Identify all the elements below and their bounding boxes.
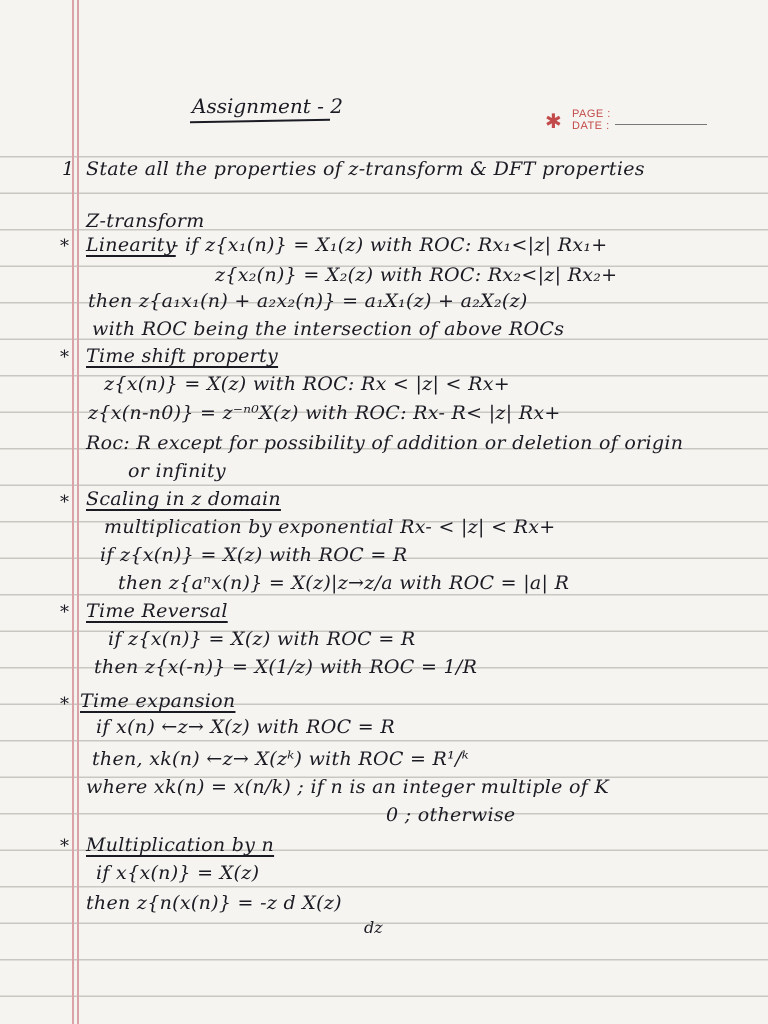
multiplication-line-2: then z{n(x(n)} = -z d X(z) (86, 892, 342, 914)
scaling-heading: Scaling in z domain (86, 488, 281, 510)
time-expansion-line-1: if x(n) ←z→ X(z) with ROC = R (96, 716, 395, 738)
scaling-line-3: then z{aⁿx(n)} = X(z)|z→z/a with ROC = |a| R (118, 572, 570, 594)
page-date-box (572, 108, 611, 132)
time-shift-heading: Time shift property (86, 345, 279, 367)
multiplication-heading: Multiplication by n (86, 834, 275, 856)
time-reversal-line-2: then z{x(-n)} = X(1/z) with ROC = 1/R (94, 656, 478, 678)
scaling-line-1: multiplication by exponential Rx- < |z| < Rx+ (104, 516, 556, 538)
bullet-time-reversal: * (60, 602, 69, 623)
question-text: State all the properties of z-transform & DFT properties (86, 158, 645, 180)
bullet-linearity: * (60, 236, 69, 257)
multiplication-line-1: if x{x(n)} = X(z) (96, 862, 260, 884)
star-icon: ✱ (545, 109, 562, 133)
time-shift-line-3: Roc: R except for possibility of addition or deletion of origin (86, 432, 684, 454)
top-band (0, 0, 768, 120)
time-expansion-line-4: 0 ; otherwise (386, 804, 516, 826)
section-title: Z-transform (86, 210, 205, 232)
time-expansion-line-3: where xk(n) = x(n/k) ; if n is an integer multiple of K (86, 776, 609, 798)
linearity-line-2: z{x₂(n)} = X₂(z) with ROC: Rx₂<|z| Rx₂+ (215, 264, 618, 286)
time-expansion-line-2: then, xk(n) ←z→ X(zᵏ) with ROC = R¹/ᵏ (92, 748, 470, 770)
date-line (615, 124, 707, 125)
question-number: 1 (62, 158, 75, 180)
page-label: PAGE : (572, 108, 611, 120)
bullet-time-shift: * (60, 347, 69, 368)
bullet-multiplication: * (60, 836, 69, 857)
time-reversal-heading: Time Reversal (86, 600, 228, 622)
linearity-line-3: then z{a₁x₁(n) + a₂x₂(n)} = a₁X₁(z) + a₂X₂(z) (88, 290, 528, 312)
time-shift-line-1: z{x(n)} = X(z) with ROC: Rx < |z| < Rx+ (104, 373, 510, 395)
linearity-line-1: - if z{x₁(n)} = X₁(z) with ROC: Rx₁<|z| Rx₁+ (172, 234, 608, 256)
linearity-line-4: with ROC being the intersection of above ROCs (92, 318, 565, 340)
bullet-scaling: * (60, 492, 69, 513)
linearity-heading: Linearity (86, 234, 176, 256)
time-shift-line-4: or infinity (128, 460, 226, 482)
bullet-time-expansion: * (60, 694, 69, 715)
time-expansion-heading: Time expansion (80, 690, 236, 712)
time-shift-line-2: z{x(n-n0)} = z⁻ⁿ⁰X(z) with ROC: Rx- R< |z| Rx+ (88, 402, 561, 424)
margin-line-left (72, 0, 74, 1024)
page-title: Assignment - 2 (192, 94, 343, 118)
scaling-line-2: if z{x(n)} = X(z) with ROC = R (100, 544, 408, 566)
multiplication-derivative-denominator: dz (364, 918, 383, 937)
date-label: DATE : (572, 120, 610, 132)
time-reversal-line-1: if z{x(n)} = X(z) with ROC = R (108, 628, 416, 650)
margin-line-left-inner (77, 0, 79, 1024)
